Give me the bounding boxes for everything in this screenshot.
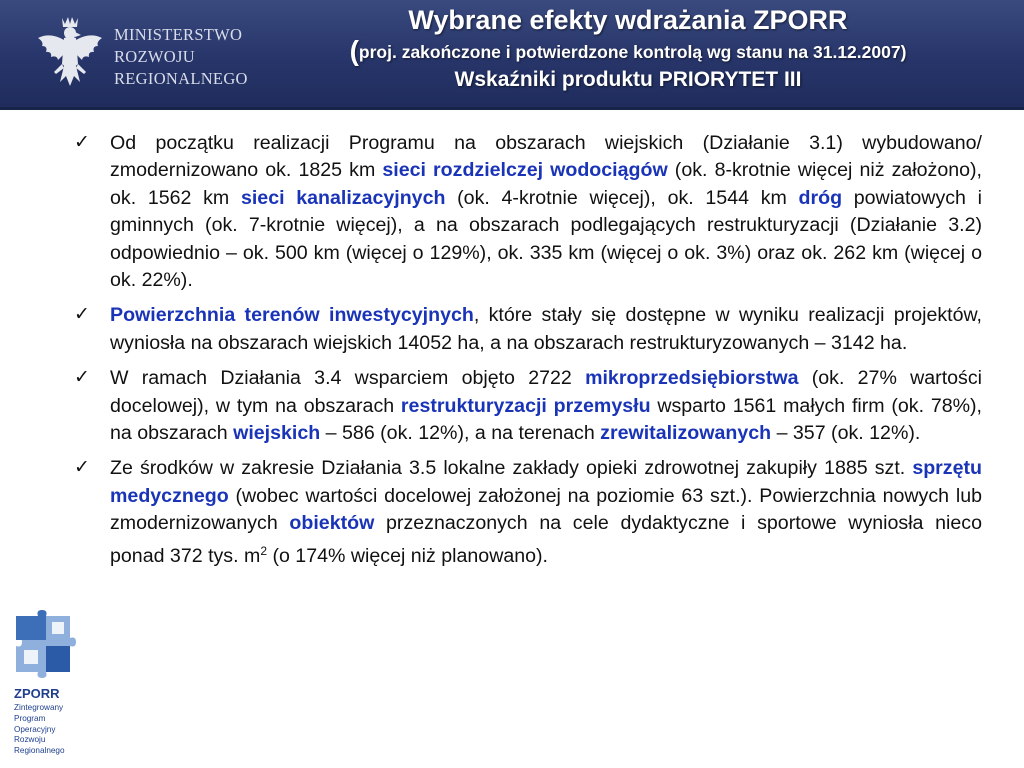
zporr-desc-line: Regionalnego	[14, 746, 65, 756]
text-segment: (ok. 27% wartości docelowej), w tym na obszarach	[110, 367, 982, 417]
highlight-term: sieci rozdzielczej wodociągów	[382, 159, 668, 182]
slide-subtitle-2: Wskaźniki produktu PRIORYTET III	[454, 68, 802, 91]
white-eagle-icon	[34, 14, 106, 98]
highlight-term: sieci kanalizacyjnych	[240, 186, 446, 209]
zporr-desc-line: Zintegrowany	[14, 703, 64, 712]
zporr-description	[14, 703, 65, 757]
bullet-text	[110, 130, 982, 294]
ministry-line: ROZWOJU	[114, 47, 195, 66]
ministry-name	[114, 24, 248, 90]
slide-title: Wybrane efekty wdrażania ZPORR	[408, 5, 848, 35]
zporr-desc-line: Rozwoju	[14, 735, 46, 745]
highlight-term: mikroprzedsiębiorstwa	[585, 367, 799, 390]
bullet-text	[110, 365, 982, 447]
zporr-name: ZPORR	[14, 686, 60, 701]
bullet-item	[74, 365, 982, 447]
checkmark-icon: ✓	[74, 303, 90, 326]
zporr-logo	[10, 608, 82, 764]
bullet-item	[74, 302, 982, 357]
text-segment: W ramach Działania 3.4 wsparciem objęto 2722	[110, 367, 586, 390]
slide-subtitle	[232, 36, 1024, 67]
zporr-desc-line: Operacyjny	[14, 724, 56, 734]
checkmark-icon: ✓	[74, 456, 90, 479]
checkmark-icon: ✓	[74, 131, 90, 153]
highlight-term: restrukturyzacji przemysłu	[400, 394, 651, 417]
checkmark-icon: ✓	[74, 366, 90, 389]
text-segment: Ze środków w zakresie Działania 3.5 lokalne zakłady opieki zdrowotnej zakupiły 1885 szt.	[110, 457, 913, 480]
puzzle-icon	[12, 610, 78, 684]
highlight-term: Powierzchnia terenów inwestycyjnych	[110, 304, 474, 327]
bullet-item	[74, 130, 982, 294]
text-segment: przeznaczonych na cele dydaktyczne i sportowe wyniosła nieco ponad 372 tys. m	[110, 512, 982, 567]
superscript: 2	[260, 543, 267, 558]
slide-header	[0, 0, 1024, 110]
text-segment: (wobec wartości docelowej założonej na poziomie 63 szt.). Powierzchnia nowych lub zmodernizowanych	[110, 484, 982, 535]
text-segment: (ok. 8-krotnie więcej niż założono), ok. 1562 km	[110, 159, 982, 209]
subtitle-text: proj. zakończone i potwierdzone kontrolą wg stanu na 31.12.2007)	[358, 42, 907, 62]
bullet-item	[74, 455, 982, 570]
text-segment: , które stały się dostępne w wyniku realizacji projektów, wyniosła na obszarach wiejskich 14052 ha, a na obszarach restrukturyzowanych – 3142 ha.	[110, 304, 982, 354]
highlight-term: wiejskich	[233, 422, 321, 445]
text-segment: powiatowych i gminnych (ok. 7-krotnie więcej), a na obszarach podlegających restrukturyzacji (Działanie 3.2) odpowiednio – ok. 500 km (więcej o 129%), ok. 335 km (więcej o ok. 3%) oraz ok. 262 km (więcej o ok. 22%).	[110, 186, 982, 292]
text-segment: – 357 (ok. 12%).	[771, 422, 921, 445]
highlight-term: obiektów	[289, 512, 375, 535]
subtitle-paren: (	[349, 35, 359, 66]
title-block	[232, 4, 1024, 93]
text-segment: (ok. 4-krotnie więcej), ok. 1544 km	[445, 186, 799, 209]
ministry-logo	[34, 10, 248, 100]
text-segment: Od początku realizacji Programu na obszarach wiejskich (Działanie 3.1) wybudowano/ zmodernizowano ok. 1825 km	[110, 132, 982, 182]
ministry-line: MINISTERSTWO	[114, 25, 243, 44]
ministry-line: REGIONALNEGO	[114, 69, 248, 88]
highlight-term: zrewitalizowanych	[600, 422, 772, 445]
text-segment: – 586 (ok. 12%), a na terenach	[320, 422, 601, 445]
text-segment: (o 174% więcej niż planowano).	[267, 544, 548, 567]
highlight-term: sprzętu medycznego	[110, 457, 982, 507]
highlight-term: dróg	[798, 186, 843, 209]
bullet-list	[74, 130, 982, 578]
zporr-desc-line: Program	[14, 713, 46, 723]
text-segment: wsparto 1561 małych firm (ok. 78%), na obszarach	[110, 394, 982, 445]
bullet-text	[110, 455, 982, 570]
bullet-text	[110, 302, 982, 357]
